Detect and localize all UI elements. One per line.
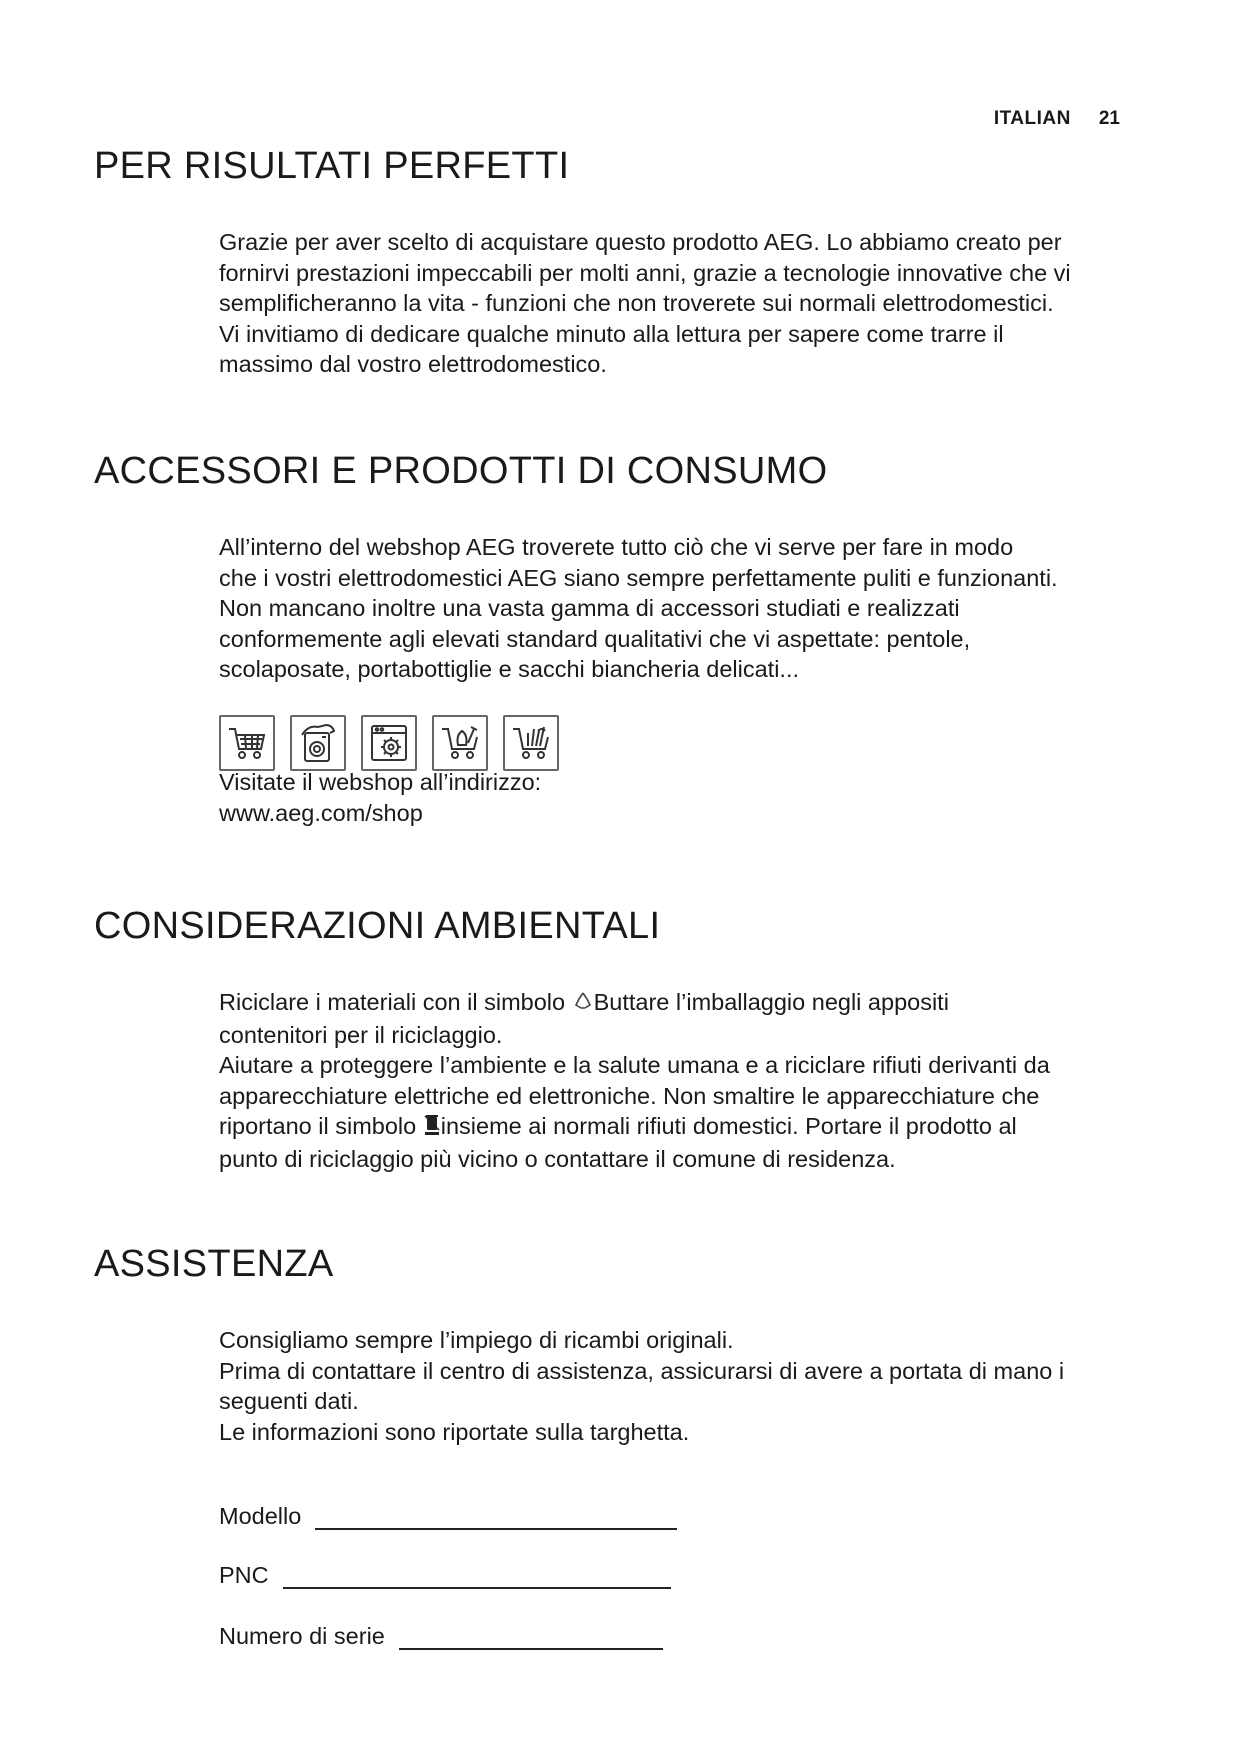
webshop-visit-block — [219, 767, 1149, 828]
text-line: Aiutare a proteggere l’ambiente e la salute umana e a riciclare rifiuti derivanti da — [219, 1052, 1050, 1078]
text-fragment: Buttare l’imballaggio negli appositi — [593, 989, 949, 1015]
section-title-accessories: ACCESSORI E PRODOTTI DI CONSUMO — [94, 450, 828, 492]
text-line — [219, 987, 1149, 1020]
section-title-perfect-results: PER RISULTATI PERFETTI — [94, 145, 570, 187]
recycle-icon — [572, 989, 594, 1020]
cart-utensils-icon — [503, 715, 559, 771]
text-line: fornirvi prestazioni impeccabili per molti anni, grazie a tecnologie innovative che vi — [219, 259, 1071, 286]
washing-machine-hand-icon — [290, 715, 346, 771]
model-input-line[interactable] — [315, 1504, 677, 1530]
text-line: Consigliamo sempre l’impiego di ricambi originali. — [219, 1327, 734, 1353]
pnc-input-line[interactable] — [283, 1563, 671, 1589]
model-field — [219, 1503, 677, 1530]
text-fragment: riportano il simbolo — [219, 1113, 423, 1139]
text-line — [219, 1111, 1149, 1144]
page-number: 21 — [1098, 108, 1120, 129]
text-line: apparecchiature elettriche ed elettroniche. Non smaltire le apparecchiature che — [219, 1082, 1040, 1109]
pnc-field — [219, 1562, 671, 1589]
serial-number-field — [219, 1623, 663, 1650]
text-line: scolaposate, portabottiglie e sacchi biancheria delicati... — [219, 656, 800, 682]
accessories-paragraph — [219, 532, 1149, 685]
section-title-assistance: ASSISTENZA — [94, 1243, 334, 1285]
serial-number-input-line[interactable] — [399, 1624, 663, 1650]
text-line: Vi invitiamo di dedicare qualche minuto alla lettura per sapere come trarre il — [219, 320, 1004, 347]
text-line: massimo dal vostro elettrodomestico. — [219, 351, 607, 377]
text-line: punto di riciclaggio più vicino o contattare il comune di residenza. — [219, 1145, 896, 1172]
cart-bottle-icon — [432, 715, 488, 771]
page-header — [994, 108, 1120, 130]
text-line: Non mancano inoltre una vasta gamma di accessori studiati e realizzati — [219, 595, 960, 621]
assistance-paragraph — [219, 1325, 1149, 1447]
text-line: Le informazioni sono riportate sulla targhetta. — [219, 1418, 690, 1445]
text-line: seguenti dati. — [219, 1388, 359, 1414]
webshop-link[interactable]: www.aeg.com/shop — [219, 799, 423, 826]
shopping-cart-icon — [219, 715, 275, 771]
text-line: Prima di contattare il centro di assistenza, assicurarsi di avere a portata di mano i — [219, 1357, 1065, 1384]
text-line: contenitori per il riciclaggio. — [219, 1021, 503, 1048]
intro-paragraph — [219, 227, 1149, 380]
appliance-gear-icon — [361, 715, 417, 771]
text-line: All’interno del webshop AEG troverete tutto ciò che vi serve per fare in modo — [219, 534, 1014, 560]
text-line: semplificheranno la vita - funzioni che non troverete sui normali elettrodomestici. — [219, 290, 1054, 316]
language-label: ITALIAN — [993, 108, 1071, 129]
crossed-bin-icon — [423, 1113, 441, 1144]
text-line: che i vostri elettrodomestici AEG siano sempre perfettamente puliti e funzionanti. — [219, 564, 1058, 591]
text-fragment: insieme ai normali rifiuti domestici. Portare il prodotto al — [440, 1113, 1017, 1139]
visit-label: Visitate il webshop all’indirizzo: — [219, 769, 542, 795]
serial-number-label: Numero di serie — [219, 1623, 385, 1649]
text-line: conformemente agli elevati standard qualitativi che vi aspettate: pentole, — [219, 625, 971, 652]
section-title-environment: CONSIDERAZIONI AMBIENTALI — [94, 905, 661, 947]
model-label: Modello — [219, 1503, 302, 1529]
text-line: Grazie per aver scelto di acquistare questo prodotto AEG. Lo abbiamo creato per — [219, 229, 1062, 255]
text-fragment: Riciclare i materiali con il simbolo — [219, 989, 572, 1015]
webshop-icon-row — [219, 715, 559, 771]
environment-paragraph — [219, 987, 1149, 1174]
pnc-label: PNC — [219, 1562, 269, 1588]
